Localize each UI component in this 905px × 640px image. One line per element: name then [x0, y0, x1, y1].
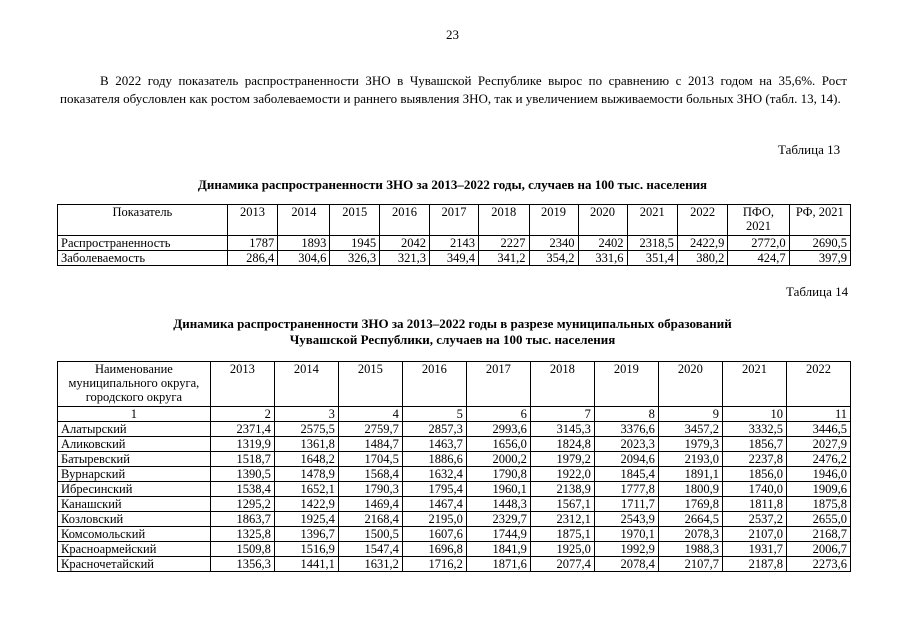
table14-header-cell: Наименование муниципального округа, городского округа: [58, 362, 211, 407]
table13: [57, 204, 851, 266]
table13-header-row: [58, 205, 851, 236]
table-cell: 1390,5: [210, 467, 274, 482]
table-cell: 1396,7: [274, 527, 338, 542]
table-row: [58, 557, 851, 572]
table13-header-cell: 2018: [478, 205, 529, 236]
table14-header-cell: 2016: [402, 362, 466, 407]
table-cell: 3145,3: [530, 422, 594, 437]
table-cell: 321,3: [380, 251, 430, 266]
table13-title: Динамика распространенности ЗНО за 2013–2022 годы, случаев на 100 тыс. населения: [197, 177, 708, 192]
table-cell: 1631,2: [338, 557, 402, 572]
table-cell: 1787: [227, 236, 278, 251]
table-cell: 1484,7: [338, 437, 402, 452]
table-cell: 1931,7: [722, 542, 786, 557]
table-cell: 2476,2: [786, 452, 850, 467]
table-cell: 1922,0: [530, 467, 594, 482]
table13-header-cell: Показатель: [58, 205, 228, 236]
table-cell: 351,4: [627, 251, 677, 266]
table-cell: 1946,0: [786, 467, 850, 482]
table-cell: 1909,6: [786, 482, 850, 497]
table-cell: 1800,9: [658, 482, 722, 497]
table-cell: 2543,9: [594, 512, 658, 527]
table-cell: 1875,8: [786, 497, 850, 512]
table-cell: 1988,3: [658, 542, 722, 557]
table-cell: 1841,9: [466, 542, 530, 557]
table-cell: 2078,4: [594, 557, 658, 572]
table-cell: 1538,4: [210, 482, 274, 497]
table-cell: 1325,8: [210, 527, 274, 542]
table13-header-cell: 2021: [627, 205, 677, 236]
table-cell: 341,2: [478, 251, 529, 266]
row-label: Распространенность: [58, 236, 228, 251]
table13-header-cell: 2022: [677, 205, 727, 236]
intro-paragraph: [60, 72, 847, 108]
table-cell: 2537,2: [722, 512, 786, 527]
table-cell: 380,2: [677, 251, 727, 266]
table-cell: 1319,9: [210, 437, 274, 452]
table-cell: 1648,2: [274, 452, 338, 467]
table-cell: 424,7: [728, 251, 789, 266]
table14-label: Таблица 14: [786, 284, 849, 299]
table-cell: 2042: [380, 236, 430, 251]
table-cell: 1960,1: [466, 482, 530, 497]
table-row: [58, 482, 851, 497]
table-cell: 1790,8: [466, 467, 530, 482]
column-number-cell: 1: [58, 407, 211, 422]
table14: [57, 361, 851, 572]
column-number-cell: 11: [786, 407, 850, 422]
table-row: [58, 251, 851, 266]
table-cell: 1856,0: [722, 467, 786, 482]
table-cell: 1893: [278, 236, 330, 251]
table-cell: 1871,6: [466, 557, 530, 572]
table-cell: 1845,4: [594, 467, 658, 482]
table-cell: 2655,0: [786, 512, 850, 527]
table-cell: 2023,3: [594, 437, 658, 452]
table13-header-cell: РФ, 2021: [789, 205, 850, 236]
table-cell: 2690,5: [789, 236, 850, 251]
table14-header-row: [58, 362, 851, 407]
table-cell: 3332,5: [722, 422, 786, 437]
table-cell: 1875,1: [530, 527, 594, 542]
table-cell: 2227: [478, 236, 529, 251]
table-row: [58, 512, 851, 527]
table-row: [58, 452, 851, 467]
row-label: Заболеваемость: [58, 251, 228, 266]
table-cell: 1824,8: [530, 437, 594, 452]
table-cell: 397,9: [789, 251, 850, 266]
table-cell: 304,6: [278, 251, 330, 266]
table-cell: 1740,0: [722, 482, 786, 497]
table14-header-cell: 2017: [466, 362, 530, 407]
table14-header-cell: 2020: [658, 362, 722, 407]
table13-label: Таблица 13: [778, 142, 841, 157]
table14-header-cell: 2015: [338, 362, 402, 407]
table-row: [58, 236, 851, 251]
table14-header-cell: 2018: [530, 362, 594, 407]
table14-title-line2: Чувашской Республики, случаев на 100 тыс. населения: [289, 332, 616, 347]
table-cell: 1448,3: [466, 497, 530, 512]
municipality-name: Батыревский: [58, 452, 211, 467]
table-cell: 354,2: [529, 251, 578, 266]
table-cell: 2077,4: [530, 557, 594, 572]
table-cell: 1979,3: [658, 437, 722, 452]
table-cell: 2772,0: [728, 236, 789, 251]
table-cell: 331,6: [578, 251, 627, 266]
table-cell: 1945: [330, 236, 380, 251]
table14-header-cell: 2014: [274, 362, 338, 407]
table-row: [58, 467, 851, 482]
municipality-name: Канашский: [58, 497, 211, 512]
municipality-name: Красночетайский: [58, 557, 211, 572]
table-cell: 1979,2: [530, 452, 594, 467]
table-cell: 1463,7: [402, 437, 466, 452]
table-cell: 2237,8: [722, 452, 786, 467]
municipality-name: Красноармейский: [58, 542, 211, 557]
table-cell: 1500,5: [338, 527, 402, 542]
table-cell: 2857,3: [402, 422, 466, 437]
table-cell: 1656,0: [466, 437, 530, 452]
table-cell: 2187,8: [722, 557, 786, 572]
table-cell: 1891,1: [658, 467, 722, 482]
table-cell: 2107,0: [722, 527, 786, 542]
table-cell: 1711,7: [594, 497, 658, 512]
table-cell: 1518,7: [210, 452, 274, 467]
table-cell: 2993,6: [466, 422, 530, 437]
table-cell: 1509,8: [210, 542, 274, 557]
table13-header-cell: 2020: [578, 205, 627, 236]
table-cell: 286,4: [227, 251, 278, 266]
table-cell: 2168,7: [786, 527, 850, 542]
table-cell: 2193,0: [658, 452, 722, 467]
table-cell: 1925,0: [530, 542, 594, 557]
table14-title-line1: Динамика распространенности ЗНО за 2013–2022 годы в разрезе муниципальных образований: [173, 316, 732, 331]
paragraph-text: В 2022 году показатель распространенности ЗНО в Чувашской Республике вырос по сравнению с 2013 годом на 35,6%. Рост показателя обусловлен как ростом заболеваемости и раннего выявления ЗНО, так и увеличением выживаемости больных ЗНО (табл. 13, 14).: [60, 73, 847, 106]
table14-column-number-row: [58, 407, 851, 422]
table-cell: 2107,7: [658, 557, 722, 572]
table-cell: 2312,1: [530, 512, 594, 527]
table13-header-cell: 2013: [227, 205, 278, 236]
table-cell: 2273,6: [786, 557, 850, 572]
column-number-cell: 4: [338, 407, 402, 422]
table-cell: 2340: [529, 236, 578, 251]
table-cell: 1295,2: [210, 497, 274, 512]
table-cell: 1886,6: [402, 452, 466, 467]
table-cell: 2402: [578, 236, 627, 251]
table14-header-cell: 2019: [594, 362, 658, 407]
municipality-name: Ибресинский: [58, 482, 211, 497]
table-row: [58, 542, 851, 557]
table-cell: 2168,4: [338, 512, 402, 527]
table-cell: 2575,5: [274, 422, 338, 437]
table-cell: 1567,1: [530, 497, 594, 512]
table-cell: 1547,4: [338, 542, 402, 557]
table-row: [58, 497, 851, 512]
municipality-name: Вурнарский: [58, 467, 211, 482]
table-cell: 2000,2: [466, 452, 530, 467]
table14-header-cell: 2021: [722, 362, 786, 407]
table14-header-cell: 2013: [210, 362, 274, 407]
table-cell: 1863,7: [210, 512, 274, 527]
table-cell: 2759,7: [338, 422, 402, 437]
table-cell: 2138,9: [530, 482, 594, 497]
municipality-name: Аликовский: [58, 437, 211, 452]
table-cell: 1795,4: [402, 482, 466, 497]
table-cell: 1632,4: [402, 467, 466, 482]
table14-header-cell: 2022: [786, 362, 850, 407]
table-cell: 2143: [429, 236, 478, 251]
table-cell: 2318,5: [627, 236, 677, 251]
table-cell: 1356,3: [210, 557, 274, 572]
table-cell: 1361,8: [274, 437, 338, 452]
column-number-cell: 9: [658, 407, 722, 422]
table13-header-cell: 2014: [278, 205, 330, 236]
table-cell: 1467,4: [402, 497, 466, 512]
table-cell: 326,3: [330, 251, 380, 266]
municipality-name: Козловский: [58, 512, 211, 527]
table13-header-cell: 2016: [380, 205, 430, 236]
column-number-cell: 5: [402, 407, 466, 422]
table-cell: 1422,9: [274, 497, 338, 512]
page-number: 23: [446, 27, 459, 42]
table-cell: 1469,4: [338, 497, 402, 512]
table-cell: 349,4: [429, 251, 478, 266]
table-cell: 1856,7: [722, 437, 786, 452]
table-cell: 1607,6: [402, 527, 466, 542]
table-cell: 1790,3: [338, 482, 402, 497]
table-cell: 2371,4: [210, 422, 274, 437]
table-cell: 2078,3: [658, 527, 722, 542]
table-cell: 1777,8: [594, 482, 658, 497]
column-number-cell: 6: [466, 407, 530, 422]
column-number-cell: 7: [530, 407, 594, 422]
table-cell: 1925,4: [274, 512, 338, 527]
table13-header-cell: 2019: [529, 205, 578, 236]
table13-header-cell: 2017: [429, 205, 478, 236]
column-number-cell: 10: [722, 407, 786, 422]
table-cell: 1696,8: [402, 542, 466, 557]
table-cell: 1568,4: [338, 467, 402, 482]
table-cell: 1441,1: [274, 557, 338, 572]
table-cell: 3376,6: [594, 422, 658, 437]
table-cell: 1744,9: [466, 527, 530, 542]
table-cell: 1970,1: [594, 527, 658, 542]
table-cell: 1516,9: [274, 542, 338, 557]
table-cell: 1478,9: [274, 467, 338, 482]
table-cell: 1811,8: [722, 497, 786, 512]
column-number-cell: 2: [210, 407, 274, 422]
table-cell: 2195,0: [402, 512, 466, 527]
table-cell: 2027,9: [786, 437, 850, 452]
table-cell: 2422,9: [677, 236, 727, 251]
table-cell: 1992,9: [594, 542, 658, 557]
table-row: [58, 527, 851, 542]
municipality-name: Комсомольский: [58, 527, 211, 542]
table-cell: 1652,1: [274, 482, 338, 497]
table-cell: 1716,2: [402, 557, 466, 572]
table-row: [58, 437, 851, 452]
table-cell: 1769,8: [658, 497, 722, 512]
table-cell: 2006,7: [786, 542, 850, 557]
table-cell: 2664,5: [658, 512, 722, 527]
table13-header-cell: ПФО, 2021: [728, 205, 789, 236]
municipality-name: Алатырский: [58, 422, 211, 437]
table-cell: 3446,5: [786, 422, 850, 437]
table13-header-cell: 2015: [330, 205, 380, 236]
table-cell: 2329,7: [466, 512, 530, 527]
column-number-cell: 8: [594, 407, 658, 422]
column-number-cell: 3: [274, 407, 338, 422]
table-cell: 3457,2: [658, 422, 722, 437]
table-cell: 2094,6: [594, 452, 658, 467]
table-row: [58, 422, 851, 437]
table-cell: 1704,5: [338, 452, 402, 467]
